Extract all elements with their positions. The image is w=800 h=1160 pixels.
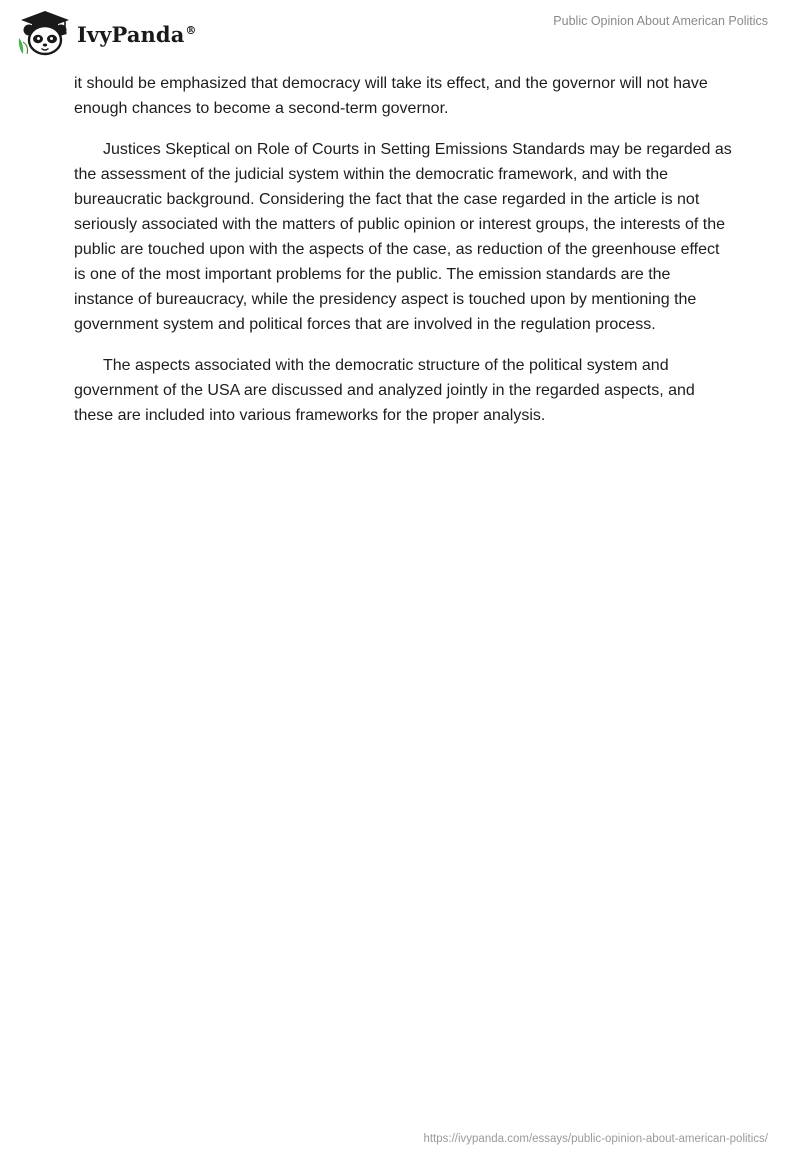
paragraph-justices-skeptical: Justices Skeptical on Role of Courts in Setting Emissions Standards may be regarded as the assessment of the judicial system within the democratic framework, and with the bureaucratic background. Considering the fact that the case regarded in the article is not seriously associated with the matters of public opinion or interest groups, the interests of the public are touched upon with the aspects of the case, as reduction of the greenhouse effect is one of the most important problems for the public. The emission standards are the instance of bureaucracy, while the presidency aspect is touched upon by mentioning the government system and political forces that are involved in the regulation process. [74, 141, 732, 333]
page-header [0, 0, 800, 62]
brand-logo[interactable] [15, 8, 197, 56]
paragraph-continuation: it should be emphasized that democracy will take its effect, and the governor will not have enough chances to become a second-term governor. [74, 75, 708, 117]
brand-name [77, 22, 197, 47]
brand-name-text: IvyPanda [77, 21, 185, 47]
source-url[interactable]: https://ivypanda.com/essays/public-opinion-about-american-politics/ [423, 1133, 768, 1145]
essay-body [74, 71, 734, 444]
registered-mark: ® [185, 23, 197, 37]
document-title: Public Opinion About American Politics [553, 14, 768, 28]
paragraph-democratic-structure: The aspects associated with the democratic structure of the political system and government of the USA are discussed and analyzed jointly in the regarded aspects, and these are included into various frameworks for the proper analysis. [74, 357, 695, 424]
panda-graduate-logo-icon [15, 8, 75, 56]
